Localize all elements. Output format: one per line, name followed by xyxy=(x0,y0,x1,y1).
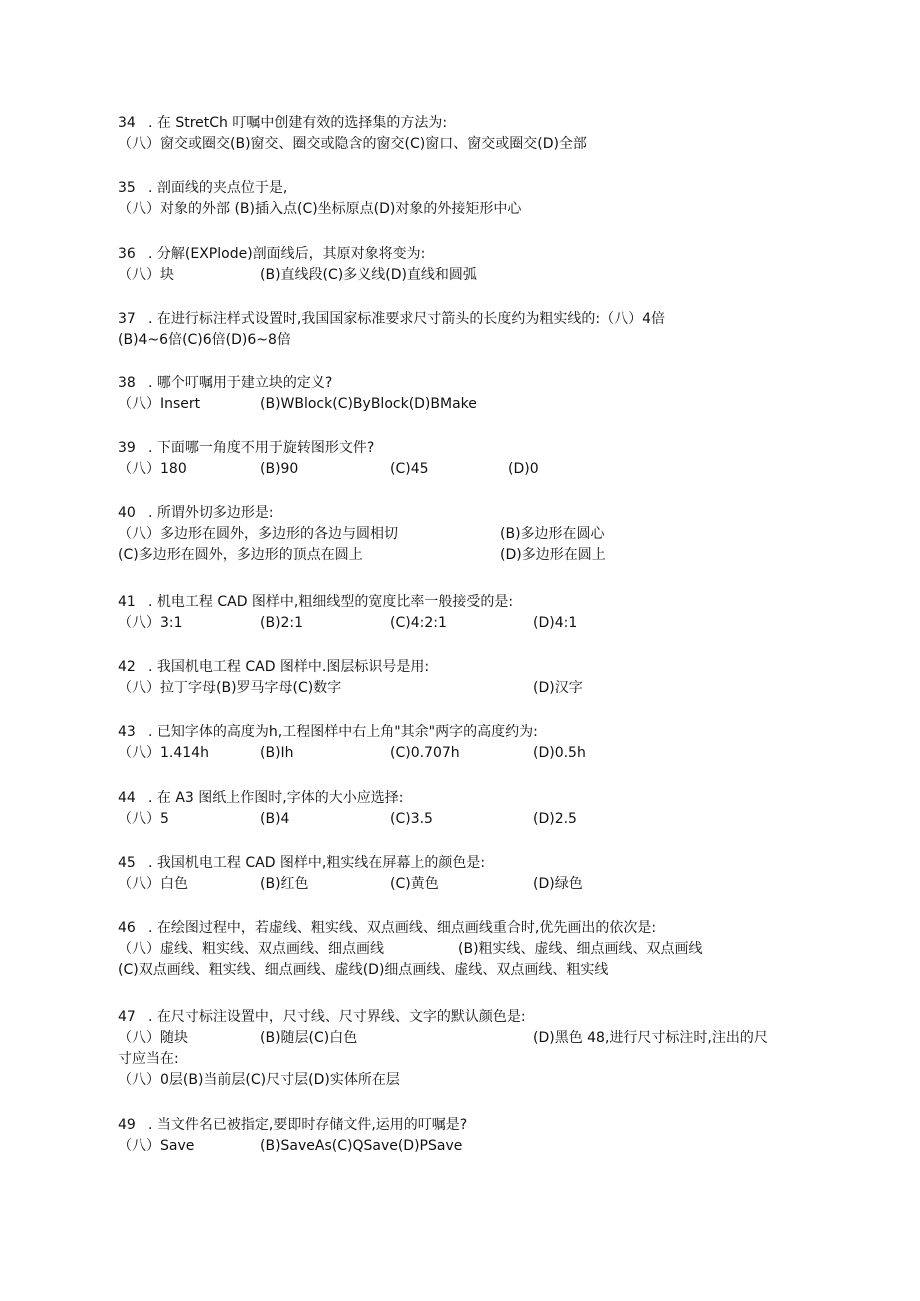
question-stem: . 在尺寸标注设置中，尺寸线、尺寸界线、文字的默认颜色是: xyxy=(148,1009,526,1025)
question-39 xyxy=(118,438,818,480)
question-42 xyxy=(118,657,818,699)
question-number: 40 xyxy=(118,505,136,521)
question-47 xyxy=(118,1007,818,1091)
option-c: (C)45 xyxy=(390,461,429,477)
question-number: 46 xyxy=(118,920,136,936)
option-a: （八）1.414h xyxy=(118,745,209,761)
question-43 xyxy=(118,722,818,764)
question-stem: . 我国机电工程 CAD 图样中,粗实线在屏幕上的颜色是: xyxy=(148,855,486,871)
question-stem: . 在进行标注样式设置时,我国国家标准要求尺寸箭头的长度约为粗实线的:（八）4倍 xyxy=(148,311,665,327)
option-d: (D)黑色 48,进行尺寸标注时,注出的尺 xyxy=(533,1030,768,1046)
option-b: (B)SaveAs(C)QSave(D)PSave xyxy=(260,1138,463,1154)
options-line: (C)双点画线、粗实线、细点画线、虚线(D)细点画线、虚线、双点画线、粗实线 xyxy=(118,962,609,978)
options-line: (B)4~6倍(C)6倍(D)6~8倍 xyxy=(118,332,291,348)
question-46 xyxy=(118,918,818,981)
question-number: 49 xyxy=(118,1117,136,1133)
option-a: （八）180 xyxy=(118,461,187,477)
options-line: （八）0层(B)当前层(C)尺寸层(D)实体所在层 xyxy=(118,1072,400,1088)
question-38 xyxy=(118,373,818,415)
question-stem: . 下面哪一角度不用于旋转图形文件? xyxy=(148,440,375,456)
option-b: (B)直线段(C)多义线(D)直线和圆弧 xyxy=(260,267,477,283)
question-number: 42 xyxy=(118,659,136,675)
question-stem: . 已知字体的高度为h,工程图样中右上角"其余"两字的高度约为: xyxy=(148,724,538,740)
options-line: （八）窗交或圈交(B)窗交、圈交或隐含的窗交(C)窗口、窗交或圈交(D)全部 xyxy=(118,136,587,152)
question-number: 47 xyxy=(118,1009,136,1025)
option-d: (D)4:1 xyxy=(533,615,578,631)
option-c: (C)多边形在圆外，多边形的顶点在圆上 xyxy=(118,547,363,563)
question-stem: . 所谓外切多边形是: xyxy=(148,505,274,521)
question-36 xyxy=(118,244,818,286)
option-abc: （八）拉丁字母(B)罗马字母(C)数字 xyxy=(118,680,342,696)
question-number: 41 xyxy=(118,594,136,610)
question-40 xyxy=(118,503,818,566)
option-d: (D)0 xyxy=(508,461,539,477)
question-number: 43 xyxy=(118,724,136,740)
question-number: 44 xyxy=(118,790,136,806)
option-b: (B)4 xyxy=(260,811,290,827)
question-stem: . 机电工程 CAD 图样中,粗细线型的宽度比率一般接受的是: xyxy=(148,594,514,610)
option-c: (C)3.5 xyxy=(390,811,433,827)
question-stem: . 哪个叮嘱用于建立块的定义? xyxy=(148,375,333,391)
option-a: （八）随块 xyxy=(118,1030,188,1046)
option-a: （八）5 xyxy=(118,811,169,827)
option-d: (D)2.5 xyxy=(533,811,577,827)
option-a: （八）Save xyxy=(118,1138,195,1154)
question-stem: . 分解(EXPlode)剖面线后，其原对象将变为: xyxy=(148,246,426,262)
question-35 xyxy=(118,178,818,220)
option-a: （八）白色 xyxy=(118,876,188,892)
option-b: (B)90 xyxy=(260,461,299,477)
question-number: 36 xyxy=(118,246,136,262)
option-d: (D)多边形在圆上 xyxy=(500,547,606,563)
option-a: （八）3:1 xyxy=(118,615,183,631)
question-number: 39 xyxy=(118,440,136,456)
question-stem: . 剖面线的夹点位于是, xyxy=(148,180,288,196)
question-number: 34 xyxy=(118,115,136,131)
question-41 xyxy=(118,592,818,634)
option-b: (B)Ih xyxy=(260,745,294,761)
option-a: （八）虚线、粗实线、双点画线、细点画线 xyxy=(118,941,384,957)
option-b: (B)红色 xyxy=(260,876,309,892)
question-49 xyxy=(118,1115,818,1157)
question-number: 35 xyxy=(118,180,136,196)
option-d: (D)0.5h xyxy=(533,745,586,761)
question-stem: . 在绘图过程中，若虚线、粗实线、双点画线、细点画线重合时,优先画出的依次是: xyxy=(148,920,657,936)
option-d: (D)汉字 xyxy=(533,680,583,696)
question-stem: . 我国机电工程 CAD 图样中.图层标识号是用: xyxy=(148,659,430,675)
option-b: (B)2:1 xyxy=(260,615,304,631)
continuation-line: 寸应当在: xyxy=(118,1051,179,1067)
option-c: (C)黄色 xyxy=(390,876,439,892)
question-37 xyxy=(118,309,818,351)
question-number: 38 xyxy=(118,375,136,391)
question-stem: . 当文件名已被指定,要即时存储文件,运用的叮嘱是? xyxy=(148,1117,468,1133)
question-stem: . 在 A3 图纸上作图时,字体的大小应选择: xyxy=(148,790,404,806)
option-bc: (B)随层(C)白色 xyxy=(260,1030,358,1046)
option-a: （八）多边形在圆外，多边形的各边与圆相切 xyxy=(118,526,398,542)
question-number: 45 xyxy=(118,855,136,871)
option-b: (B)多边形在圆心 xyxy=(500,526,605,542)
option-d: (D)绿色 xyxy=(533,876,583,892)
question-34 xyxy=(118,113,818,155)
question-number: 37 xyxy=(118,311,136,327)
option-c: (C)0.707h xyxy=(390,745,460,761)
question-stem: . 在 StretCh 叮嘱中创建有效的选择集的方法为: xyxy=(148,115,448,131)
option-c: (C)4:2:1 xyxy=(390,615,447,631)
options-line: （八）对象的外部 (B)插入点(C)坐标原点(D)对象的外接矩形中心 xyxy=(118,201,522,217)
question-45 xyxy=(118,853,818,895)
option-a: （八）块 xyxy=(118,267,174,283)
option-b: (B)粗实线、虚线、细点画线、双点画线 xyxy=(458,941,703,957)
question-44 xyxy=(118,788,818,830)
option-a: （八）Insert xyxy=(118,396,201,412)
option-b: (B)WBlock(C)ByBlock(D)BMake xyxy=(260,396,477,412)
